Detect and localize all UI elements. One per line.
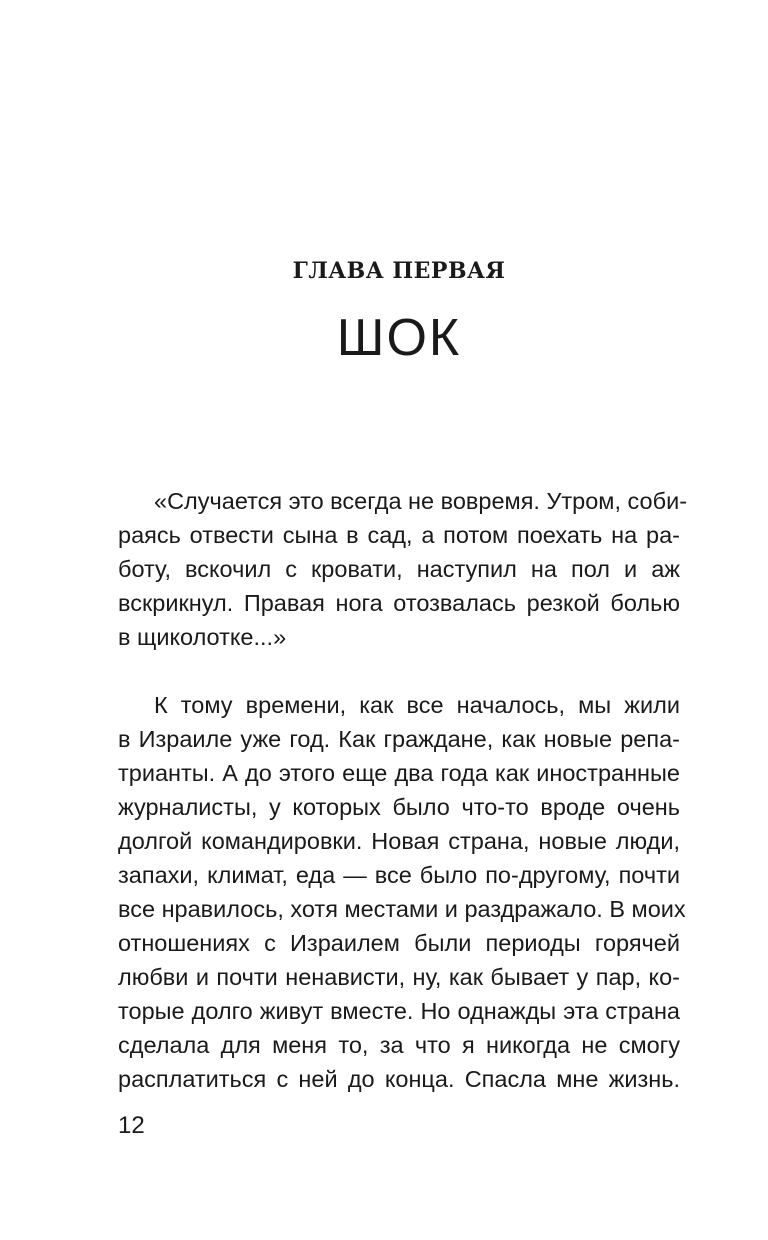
paragraph-line: торые долго живут вместе. Но однажды эта страна bbox=[118, 998, 680, 1024]
epigraph bbox=[118, 484, 688, 654]
paragraph-line: любви и почти ненависти, ну, как бывает у пар, ко- bbox=[118, 964, 680, 990]
paragraph-line: расплатиться с ней до конца. Спасла мне жизнь. bbox=[118, 1066, 680, 1092]
page-number: 12 bbox=[118, 1112, 145, 1139]
chapter-title: ШОК bbox=[336, 309, 462, 367]
paragraph-line: сделала для меня то, за что я никогда не смогу bbox=[118, 1032, 680, 1058]
epigraph-line: раясь отвести сына в сад, а потом поехать на ра- bbox=[118, 522, 680, 548]
paragraph-line: все нравилось, хотя местами и раздражало. В моих bbox=[118, 896, 686, 922]
paragraph-line: журналисты, у которых было что-то вроде очень bbox=[118, 794, 680, 820]
paragraph-line: запахи, климат, еда — все было по-другому, почти bbox=[118, 862, 680, 888]
paragraph-line: К тому времени, как все началось, мы жили bbox=[154, 692, 680, 718]
epigraph-line: в щиколотке...» bbox=[118, 624, 287, 650]
paragraph-line: в Израиле уже год. Как граждане, как новые репа- bbox=[118, 726, 680, 752]
epigraph-line: боту, вскочил с кровати, наступил на пол и аж bbox=[118, 556, 680, 582]
epigraph-line: вскрикнул. Правая нога отозвалась резкой болью bbox=[118, 590, 680, 616]
epigraph-line: «Случается это всегда не вовремя. Утром, соби- bbox=[154, 488, 688, 514]
paragraph-line: отношениях с Израилем были периоды горячей bbox=[118, 930, 680, 956]
chapter-label: ГЛАВА ПЕРВАЯ bbox=[292, 258, 506, 284]
paragraph-line: долгой командировки. Новая страна, новые люди, bbox=[118, 828, 680, 854]
body-paragraph bbox=[118, 688, 686, 1096]
paragraph-line: трианты. А до этого еще два года как иностранные bbox=[118, 760, 680, 786]
